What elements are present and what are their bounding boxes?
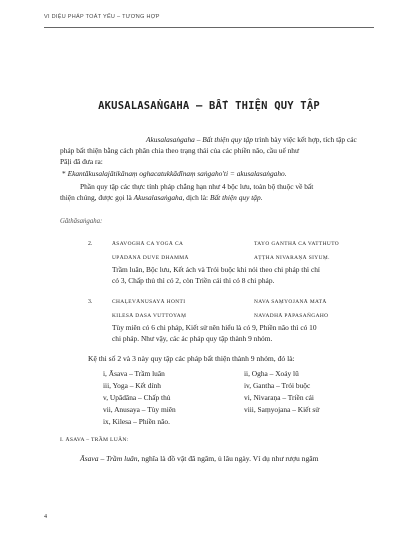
group-item: iii, Yoga – Kết dính: [103, 381, 161, 390]
running-header: VI DIỆU PHÁP TOÁT YẾU – TƯƠNG HỢP: [44, 14, 160, 20]
group-item: vi, Nivaraṇa – Triền cái: [244, 393, 314, 402]
summary-line: Kệ thi số 2 và 3 này quy tập các pháp bất thiện thành 9 nhóm, đó là:: [88, 354, 295, 363]
verse-2-translation-1: Trầm luân, Bộc lưu, Kết ách và Trói buộc khi nói theo chi pháp thì chỉ: [112, 265, 320, 274]
intro-line-3: Pāḷi đã đưa ra:: [60, 157, 103, 166]
intro-line-2: pháp bất thiện bằng cách phân chia theo trạng thái của các phiền não, cầu uế như: [60, 146, 299, 155]
page-number: 4: [44, 514, 47, 520]
group-item: v, Upādāna – Chấp thủ: [103, 393, 171, 402]
verse-3-translation-2: chi pháp. Như vậy, các ác pháp quy tập thành 9 nhóm.: [112, 334, 273, 343]
group-item: iv, Gantha – Trói buộc: [244, 381, 311, 390]
quote-star: *: [62, 169, 66, 178]
verse-2-number: 2.: [88, 241, 93, 247]
verse-2-pali-2-left: UPĀDĀNĀ DUVE DHAMMĀ: [112, 255, 189, 261]
para2-text-b: , dịch là:: [182, 193, 210, 202]
group-item: i, Āsava – Trầm luân: [103, 369, 165, 378]
group-item: viii, Saṃyojana – Kiết sử: [244, 405, 320, 414]
verse-3-pali-2-right: NAVADHĀ PĀPASAṄGAHO: [254, 313, 329, 319]
para2-text-a: thiện chúng, được gọi là: [60, 193, 134, 202]
verse-2-pali-1-left: ĀSAVOGHĀ CA YOGĀ CA: [112, 241, 184, 247]
last-rest: , nghĩa là đồ vật đã ngâm, ủ lâu ngày. Ví dụ như rượu ngâm: [137, 454, 319, 463]
para2-term-2: Bất thiện quy tập.: [209, 193, 263, 202]
para2-line-1: Phần quy tập các thực tính pháp chẳng hạn như 4 bộc lưu, toàn bộ thuộc về bất: [80, 182, 314, 191]
section-heading: I. ĀSAVA – TRẦM LUÂN:: [60, 437, 129, 443]
intro-line-1: [146, 134, 357, 145]
header-rule: [44, 27, 374, 28]
intro-term: Akusalasaṅgaha – Bất thiện quy tập: [146, 135, 253, 144]
last-term: Āsava – Trầm luân: [80, 454, 138, 463]
last-line: [80, 453, 319, 464]
verse-2-translation-2: có 3, Chấp thủ thì có 2, còn Triền cái thì có 8 chi pháp.: [112, 276, 275, 285]
verse-2-pali-1-right: TAYO GANTHĀ CA VATTHUTO: [254, 241, 340, 247]
quote-text: Ekantākusalajātikānaṃ oghacatukkādīnaṃ saṅgaho'ti = akusalasaṅgaho.: [67, 169, 287, 178]
gatha-label: Gāthāsaṅgaha:: [60, 218, 103, 225]
group-item: ix, Kilesa – Phiền não.: [103, 417, 170, 426]
intro-line-1-rest: trình bày việc kết hợp, tích tập các: [252, 135, 357, 144]
verse-3-pali-1-right: NAVA SAṂYOJANĀ MATĀ: [254, 299, 327, 305]
verse-3-number: 3.: [88, 299, 93, 305]
group-item: ii, Ogha – Xoáy lũ: [244, 369, 299, 378]
chapter-title: AKUSALASAṄGAHA – BẤT THIỆN QUY TẬP: [98, 100, 320, 112]
verse-2-pali-2-right: AṬṬHA NIVARAṆĀ SIYUṂ.: [254, 255, 330, 261]
para2-line-2: [60, 192, 263, 203]
para2-term-1: Akusalasaṅgaha: [133, 193, 183, 202]
verse-3-pali-1-left: CHAḶEVĀNUSAYĀ HONTI: [112, 299, 186, 305]
verse-3-pali-2-left: KILESĀ DASA VUTTOYAṂ: [112, 313, 187, 319]
group-item: vii, Anusaya – Tùy miên: [103, 405, 176, 414]
verse-3-translation-1: Tùy miên có 6 chi pháp, Kiết sử nên hiểu là có 9, Phiền não thì có 10: [112, 323, 317, 332]
pali-quote: [62, 168, 287, 179]
